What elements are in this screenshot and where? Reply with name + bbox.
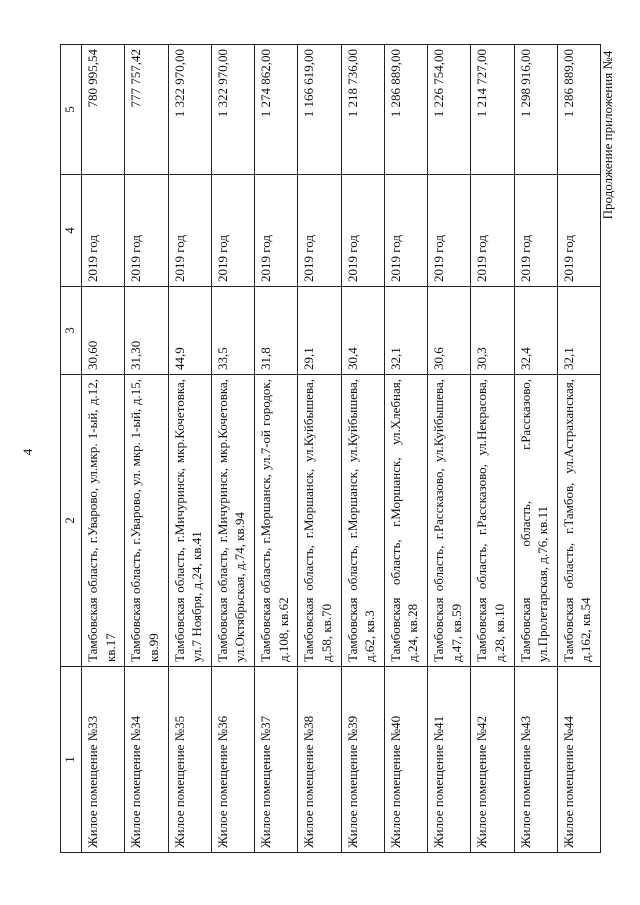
area-cell: 32,1	[384, 287, 427, 375]
table-row	[298, 45, 341, 853]
header-row	[61, 45, 82, 853]
table-row	[255, 45, 298, 853]
year-cell: 2019 год	[341, 175, 384, 287]
year-cell: 2019 год	[514, 175, 557, 287]
price-cell: 1 322 970,00	[168, 45, 211, 175]
address-cell: Тамбовская область, г.Мичуринск, мкр.Кочетовка, ул.7 Ноября, д.24, кв.41	[168, 375, 211, 667]
price-cell: 1 166 619,00	[298, 45, 341, 175]
property-name-cell: Жилое помещение №44	[557, 667, 600, 853]
area-cell: 31,30	[125, 287, 168, 375]
price-cell: 777 757,42	[125, 45, 168, 175]
year-cell: 2019 год	[211, 175, 254, 287]
year-cell: 2019 год	[428, 175, 471, 287]
price-cell: 1 274 862,00	[255, 45, 298, 175]
area-cell: 30,60	[82, 287, 125, 375]
year-cell: 2019 год	[298, 175, 341, 287]
area-cell: 32,1	[557, 287, 600, 375]
price-cell: 780 995,54	[82, 45, 125, 175]
property-name-cell: Жилое помещение №33	[82, 667, 125, 853]
area-cell: 30,3	[471, 287, 514, 375]
area-cell: 31,8	[255, 287, 298, 375]
address-cell: Тамбовская область, г.Рассказово, ул.Куйбышева, д.47, кв.59	[428, 375, 471, 667]
table-row	[557, 45, 600, 853]
appendix-note: Продолжение приложения №4	[600, 50, 615, 220]
price-cell: 1 226 754,00	[428, 45, 471, 175]
property-name-cell: Жилое помещение №40	[384, 667, 427, 853]
property-name-cell: Жилое помещение №43	[514, 667, 557, 853]
page-number: 4	[20, 448, 35, 456]
table-row	[428, 45, 471, 853]
property-name-cell: Жилое помещение №39	[341, 667, 384, 853]
area-cell: 32,4	[514, 287, 557, 375]
table-row	[211, 45, 254, 853]
address-cell: Тамбовская область, г.Моршанск, ул.Хлебная, д.24, кв.28	[384, 375, 427, 667]
area-cell: 33,5	[211, 287, 254, 375]
area-cell: 29,1	[298, 287, 341, 375]
address-cell: Тамбовская область, г.Тамбов, ул.Астраханская, д.162, кв.54	[557, 375, 600, 667]
rotated-table-wrapper	[60, 45, 601, 853]
property-name-cell: Жилое помещение №38	[298, 667, 341, 853]
year-cell: 2019 год	[471, 175, 514, 287]
area-cell: 30,4	[341, 287, 384, 375]
header-cell: 5	[61, 45, 82, 175]
table-row	[384, 45, 427, 853]
price-cell: 1 322 970,00	[211, 45, 254, 175]
area-cell: 30,6	[428, 287, 471, 375]
table-row	[471, 45, 514, 853]
address-cell: Тамбовская область, г.Рассказово, ул.Пролетарская, д.76, кв.11	[514, 375, 557, 667]
address-cell: Тамбовская область, г.Рассказово, ул.Некрасова, д.28, кв.10	[471, 375, 514, 667]
header-cell: 3	[61, 287, 82, 375]
table-row	[125, 45, 168, 853]
address-cell: Тамбовская область, г.Уварово, ул. мкр. 1-ый, д.15, кв.99	[125, 375, 168, 667]
price-cell: 1 286 889,00	[384, 45, 427, 175]
header-cell: 4	[61, 175, 82, 287]
year-cell: 2019 год	[168, 175, 211, 287]
address-cell: Тамбовская область, г.Моршанск, ул.7-ой городок, д.108, кв.62	[255, 375, 298, 667]
property-table	[60, 44, 601, 853]
price-cell: 1 218 736,00	[341, 45, 384, 175]
header-cell: 1	[61, 667, 82, 853]
address-cell: Тамбовская область, г.Уварово, ул.мкр. 1-ый, д.12, кв.17	[82, 375, 125, 667]
property-name-cell: Жилое помещение №35	[168, 667, 211, 853]
address-cell: Тамбовская область, г.Моршанск, ул.Куйбышева, д.58, кв.70	[298, 375, 341, 667]
header-cell: 2	[61, 375, 82, 667]
property-name-cell: Жилое помещение №41	[428, 667, 471, 853]
property-name-cell: Жилое помещение №36	[211, 667, 254, 853]
price-cell: 1 298 916,00	[514, 45, 557, 175]
table-row	[341, 45, 384, 853]
property-name-cell: Жилое помещение №42	[471, 667, 514, 853]
property-name-cell: Жилое помещение №34	[125, 667, 168, 853]
table-row	[514, 45, 557, 853]
year-cell: 2019 год	[125, 175, 168, 287]
address-cell: Тамбовская область, г.Мичуринск, мкр.Кочетовка, ул.Октябрьская, д.74, кв.94	[211, 375, 254, 667]
year-cell: 2019 год	[384, 175, 427, 287]
area-cell: 44,9	[168, 287, 211, 375]
table-row	[168, 45, 211, 853]
year-cell: 2019 год	[255, 175, 298, 287]
price-cell: 1 286 889,00	[557, 45, 600, 175]
year-cell: 2019 год	[82, 175, 125, 287]
address-cell: Тамбовская область, г.Моршанск, ул.Куйбышева, д.62, кв.3	[341, 375, 384, 667]
price-cell: 1 214 727,00	[471, 45, 514, 175]
property-name-cell: Жилое помещение №37	[255, 667, 298, 853]
table-row	[82, 45, 125, 853]
year-cell: 2019 год	[557, 175, 600, 287]
